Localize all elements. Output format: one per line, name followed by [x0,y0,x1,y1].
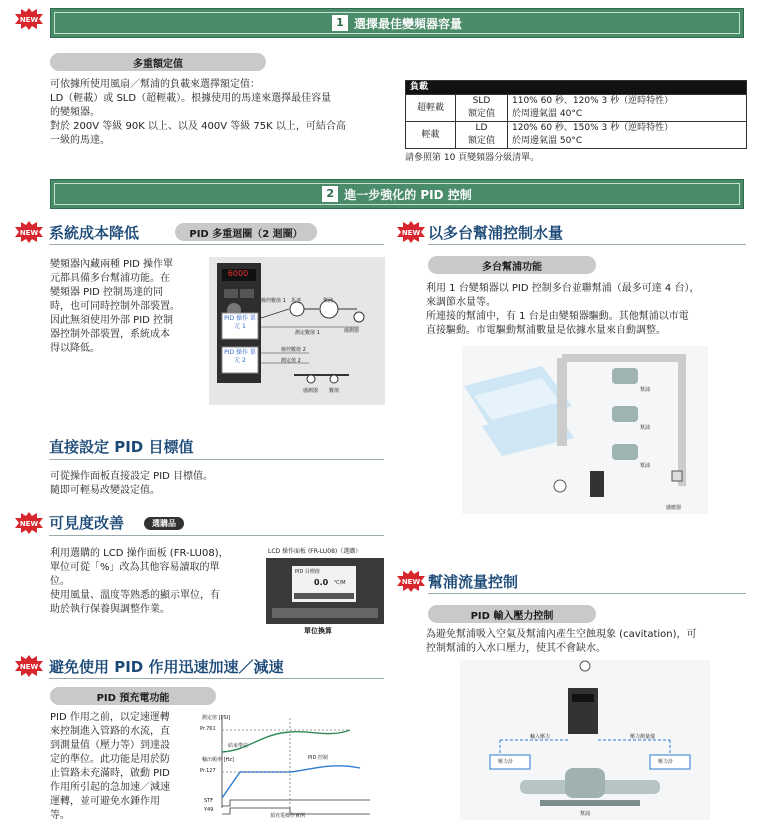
option-badge [144,517,184,530]
section2-banner [50,179,744,209]
table-cell: 額定值 [456,108,508,122]
para-line: 定的準位。此功能是用於防 [50,754,170,765]
para-line: 到測量值（壓力等）到達設 [50,740,170,751]
chart-label-level: 結束準位 [228,743,249,749]
svg-text:NEW: NEW [19,663,39,671]
visibility-heading: 可見度改善 [49,514,125,532]
chart-label-pid: PID 控制 [308,755,328,761]
fig-label: 感測器 [344,328,360,334]
option-badge-label: 選購品 [144,517,184,530]
chart-label-y49: Y49 [204,807,214,813]
new-badge-icon [396,570,426,592]
para-line: PID 作用之前，以定速運轉 [50,712,170,723]
cost-pill: PID 多重迴圈（2 迴圈） [175,223,317,241]
table-cell: 輕載 [406,122,456,149]
para-line: 所連接的幫浦中，有 1 台是由變頻器驅動。其他幫浦以市電 [426,311,689,322]
svg-text:NEW: NEW [19,229,39,237]
svg-text:NEW: NEW [19,520,39,528]
fig-label: 感應器 [666,505,682,511]
fig-label: 幫浦 [640,463,651,469]
divider [49,459,384,460]
para-line: 利用選購的 LCD 操作面板 (FR-LU08)， [50,548,229,559]
para-line: 使用風量、溫度等熟悉的顯示單位，有 [50,590,220,601]
fig-label: 操控數值 2 [281,347,306,353]
multi-pump-pill: 多台幫浦功能 [428,256,596,274]
lcd-screen-value: 0.0 [314,578,329,587]
lcd-softkeys [294,593,354,599]
table-row [406,122,747,136]
para-line: 助於執行保養與調整作業。 [50,604,170,615]
visibility-paragraph [50,547,260,617]
fig-label: 感測器 [303,388,319,394]
para-line: 一級的馬達。 [50,135,110,146]
fig-label: 壓力計 [658,759,674,765]
flow-heading: 幫浦流量控制 [428,573,519,591]
multi-pump-heading: 以多台幫浦控制水量 [428,224,564,242]
para-line: 時，也可同時控制外部裝置。 [50,301,180,312]
para-line: 元都具備多台幫浦功能。在 [50,273,170,284]
para-line: 單位可從「%」改為其他容易讀取的單 [50,562,220,573]
para-line: 對於 200V 等級 90K 以上、以及 400V 等級 75K 以上，可結合高 [50,121,346,132]
fig-label: 壓力計 [498,759,514,765]
section2-number: 2 [322,186,338,202]
section2-title: 進一步強化的 PID 控制 [344,187,472,202]
lcd-panel-figure [264,546,386,638]
para-line: 隨即可輕易改變設定值。 [50,485,160,496]
divider [49,535,384,536]
fig-label: 操控數值 1 [261,298,286,304]
new-badge-icon [14,655,44,677]
lcd-caption: LCD 操作面板 (FR-LU08)（選購） [268,548,362,555]
flow-pill: PID 輸入壓力控制 [428,605,596,623]
para-line: 可從操作面板直接設定 PID 目標值。 [50,471,214,482]
para-line: 位。 [50,576,70,587]
fig-label: 數值 [329,388,340,394]
new-badge-icon [14,221,44,243]
section1-number: 1 [332,15,348,31]
pid-dual-loop-figure [209,257,385,405]
para-line: 器控制外部裝置，系統成本 [50,329,170,340]
accel-paragraph [50,711,200,823]
multi-pump-figure [462,346,708,514]
svg-text:NEW: NEW [401,578,421,586]
divider [49,678,384,679]
fig-label: 壓力測量儀 [630,734,656,740]
svg-text:NEW: NEW [19,16,39,24]
table-row [406,95,747,109]
fig-label: 測定數值 1 [295,330,320,336]
chart-label-stf: STF [204,798,214,804]
divider [428,244,746,245]
section1-pill: 多重額定值 [50,53,266,71]
para-line: 為避免幫浦吸入空氣及幫浦內產生空蝕現象 (cavitation)，可 [426,629,697,640]
para-line: 來控制進入管路的水流，直 [50,726,170,737]
table-cell: 超輕載 [406,95,456,122]
table-cell: SLD [456,95,508,109]
divider [49,244,384,245]
flow-paragraph [426,628,748,656]
chart-label-y2: 輸出頻率 [Hz] [202,757,234,763]
table-row [406,108,747,122]
table-cell: 於周邊氣溫 40°C [508,108,747,122]
new-badge-icon [396,221,426,243]
table-header: 負載 [406,81,747,95]
para-line: 控制幫浦的入水口壓力，使其不會缺水。 [426,643,606,654]
table-cell: 額定值 [456,135,508,149]
para-line: 利用 1 台變頻器以 PID 控制多台並聯幫浦（最多可達 4 台）， [426,283,700,294]
para-line: 止管路未充滿時，啟動 PID [50,768,170,779]
chart-caption: 預充電操作實例 [270,813,306,819]
accel-pill: PID 預充電功能 [50,687,216,705]
cost-paragraph [50,258,205,356]
direct-heading: 直接設定 PID 目標值 [49,438,194,456]
lcd-screen-title: PID 目標值 [295,569,320,575]
pid-unit-2-label: PID 操作 單元 2 [224,349,256,364]
load-rating-table [405,80,747,149]
multi-pump-paragraph [426,282,748,338]
para-line: 得以降低。 [50,343,100,354]
lcd-buttons [272,608,378,618]
section1-title: 選擇最佳變頻器容量 [353,16,462,31]
para-line: 可依據所使用風扇／幫浦的負載來選擇額定值： [50,79,260,90]
section1-banner [50,8,744,38]
fig-label: 幫浦 [323,298,334,304]
fig-label: 測定值 2 [281,358,301,364]
divider [428,593,746,594]
cost-heading: 系統成本降低 [49,224,140,242]
chart-label-pr761: Pr.761 [200,726,216,732]
para-line: 作用所引起的急加速／減速 [50,782,170,793]
fig-label: 幫浦 [640,387,651,393]
para-line: 因此無須使用外部 PID 控制 [50,315,174,326]
table-cell: 110% 60 秒、120% 3 秒（逆時特性） [508,95,747,109]
chart-label-pr127: Pr.127 [200,768,216,774]
para-line: LD（輕載）或 SLD（超輕載）。根據使用的馬達來選擇最佳容量 [50,93,332,104]
para-line: 等。 [50,810,70,821]
precharge-timing-figure [200,712,386,820]
accel-heading: 避免使用 PID 作用迅速加速／減速 [49,658,284,676]
flow-figure [460,660,710,820]
pid-unit-1-label: PID 操作 單元 1 [224,315,256,330]
fig-label: 馬達 [291,298,302,304]
lcd-panel [266,558,384,624]
table-note: 請參照第 10 頁變頻器分級清單。 [405,153,540,163]
para-line: 變頻器 PID 控制馬達的同 [50,287,164,298]
para-line: 的變頻器。 [50,107,100,118]
lcd-screen-unit: ℃/M [334,580,346,586]
lcd-screen [292,566,356,602]
svg-text:NEW: NEW [401,229,421,237]
para-line: 變頻器內藏兩種 PID 操作單 [50,259,174,270]
section1-paragraph [50,78,390,148]
fig-label: 輸入壓力 [530,734,551,740]
direct-paragraph [50,470,213,498]
table-row [406,135,747,149]
fig-label: 幫浦 [580,811,591,817]
fig-label: 幫浦 [640,425,651,431]
para-line: 直接驅動。市電驅動幫浦數量是依據水量來自動調整。 [426,325,666,336]
new-badge-icon [14,512,44,534]
table-cell: 120% 60 秒、150% 3 秒（逆時特性） [508,122,747,136]
table-cell: 於周邊氣溫 50°C [508,135,747,149]
inverter-display: 6000 [227,269,249,278]
unit-conversion-label: 單位換算 [304,627,332,635]
chart-label-y1: 測定值 [PSI] [202,715,231,721]
table-cell: LD [456,122,508,136]
para-line: 運轉，並可避免水錘作用 [50,796,160,807]
para-line: 來調節水量等。 [426,297,496,308]
new-badge-icon [14,8,44,30]
